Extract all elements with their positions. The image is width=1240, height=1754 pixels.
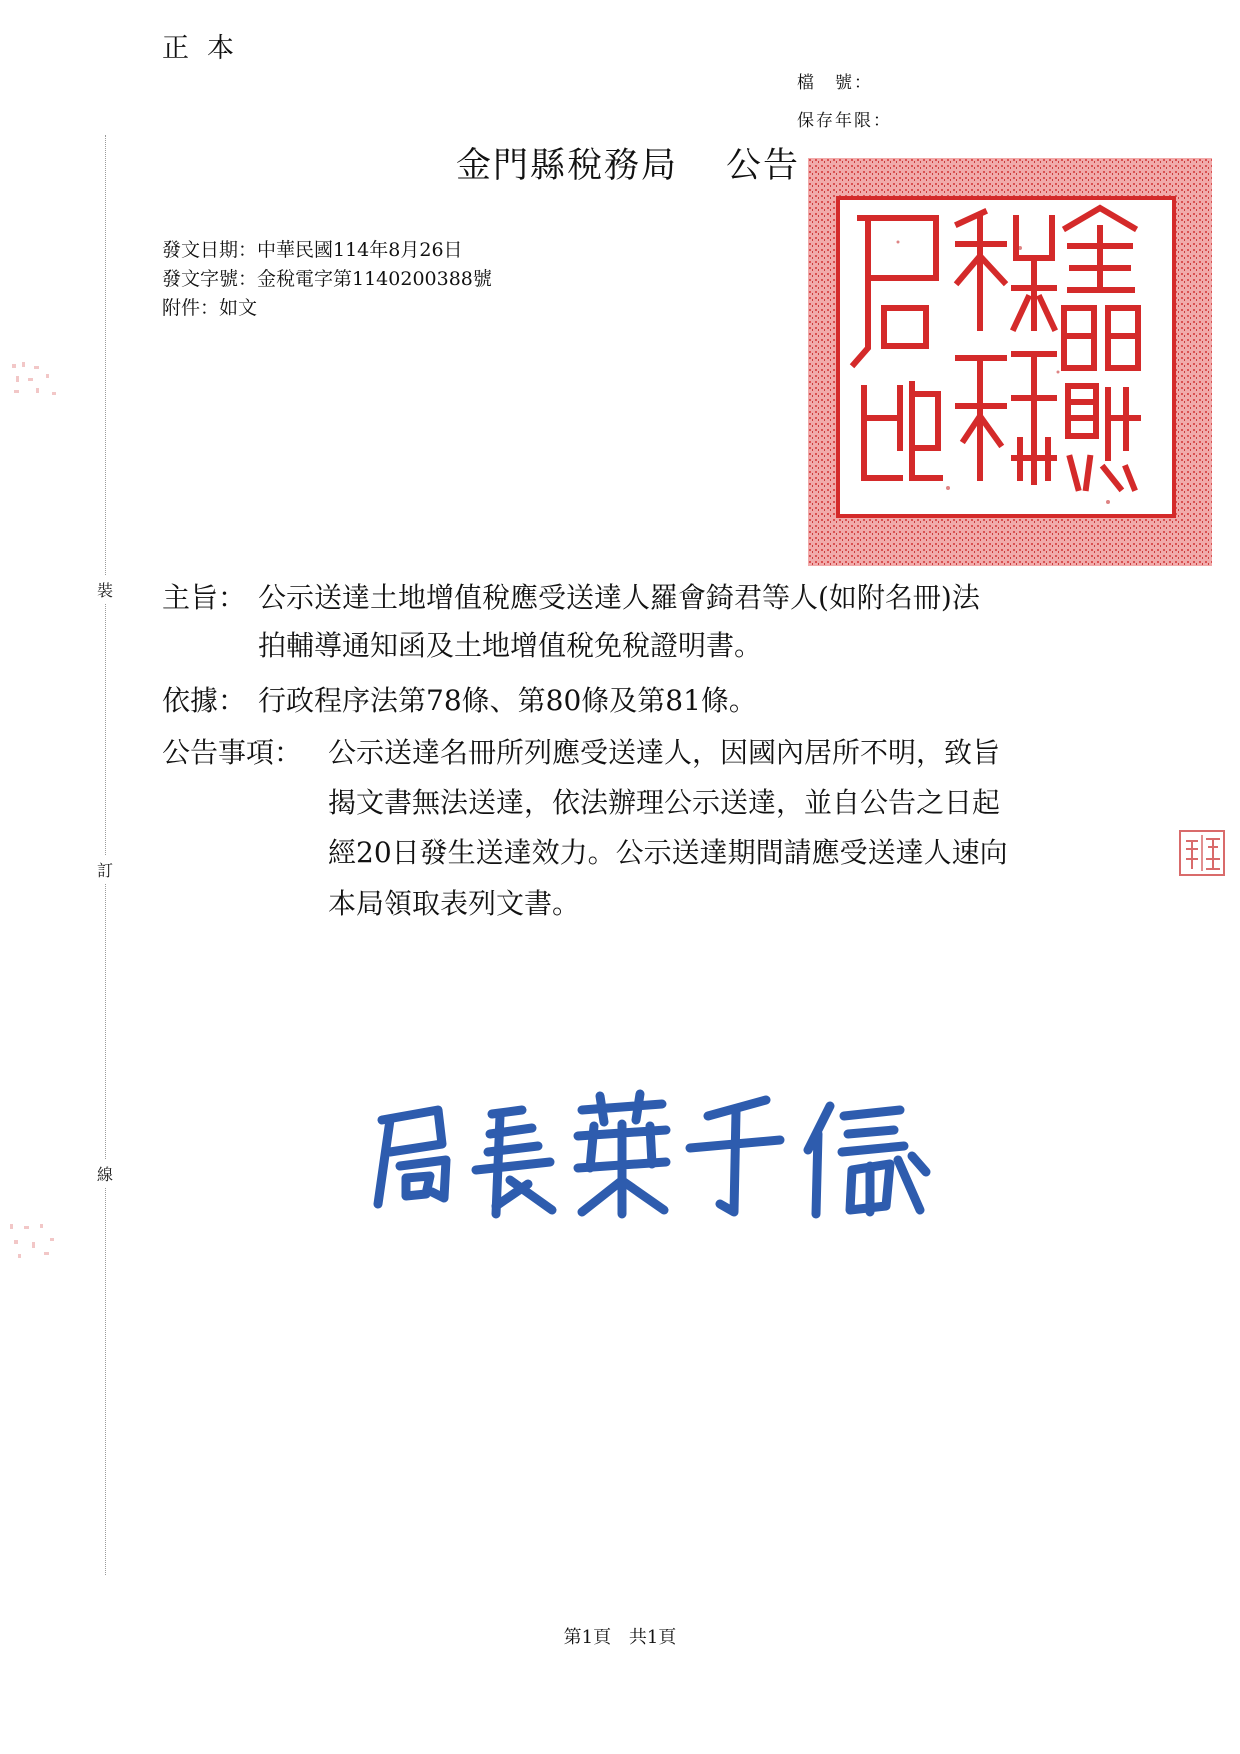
- attachment-note: 附件：如文: [162, 297, 258, 319]
- margin-stamp-mark: [6, 1218, 66, 1266]
- notice-label: 公告事項：: [162, 736, 303, 769]
- margin-stamp-mark: [6, 356, 66, 404]
- document-title: [456, 138, 800, 188]
- notice-line-3: 經20日發生送達效力。公示送達期間請應受送達人速向: [328, 836, 1008, 869]
- binding-line: [105, 135, 106, 1575]
- file-number-label: 檔 號：: [797, 73, 873, 93]
- director-signature: [360, 1086, 960, 1226]
- document-number: 發文字號：金稅電字第1140200388號: [162, 268, 492, 290]
- issuing-agency: 金門縣稅務局: [456, 146, 679, 186]
- binding-mark-bind: 裝: [97, 576, 113, 603]
- page-number: 第1頁: [563, 1627, 612, 1648]
- retention-period-label: 保存年限：: [797, 111, 892, 131]
- subject-label: 主旨：: [162, 581, 247, 614]
- copy-label: 正本: [162, 33, 252, 64]
- page-total: 共1頁: [628, 1627, 677, 1648]
- subject-line-1: 公示送達土地增值稅應受送達人羅會錡君等人(如附名冊)法: [258, 581, 980, 614]
- header-info: [162, 236, 492, 323]
- binding-mark-staple: 訂: [97, 856, 113, 883]
- basis-label: 依據：: [162, 684, 247, 717]
- official-seal: [808, 158, 1212, 566]
- page-margin-seal: [1178, 829, 1226, 877]
- issue-date: 發文日期：中華民國114年8月26日: [162, 239, 463, 261]
- binding-mark-line: 線: [97, 1160, 113, 1187]
- document-type: 公告: [726, 146, 801, 186]
- page-footer: [0, 1623, 1240, 1649]
- notice-line-2: 揭文書無法送達，依法辦理公示送達，並自公告之日起: [328, 786, 1001, 819]
- notice-line-1: 公示送達名冊所列應受送達人，因國內居所不明，致旨: [328, 736, 1001, 769]
- subject-line-2: 拍輔導通知函及土地增值稅免稅證明書。: [258, 629, 763, 662]
- basis-text: 行政程序法第78條、第80條及第81條。: [258, 684, 757, 717]
- notice-line-4: 本局領取表列文書。: [328, 887, 581, 920]
